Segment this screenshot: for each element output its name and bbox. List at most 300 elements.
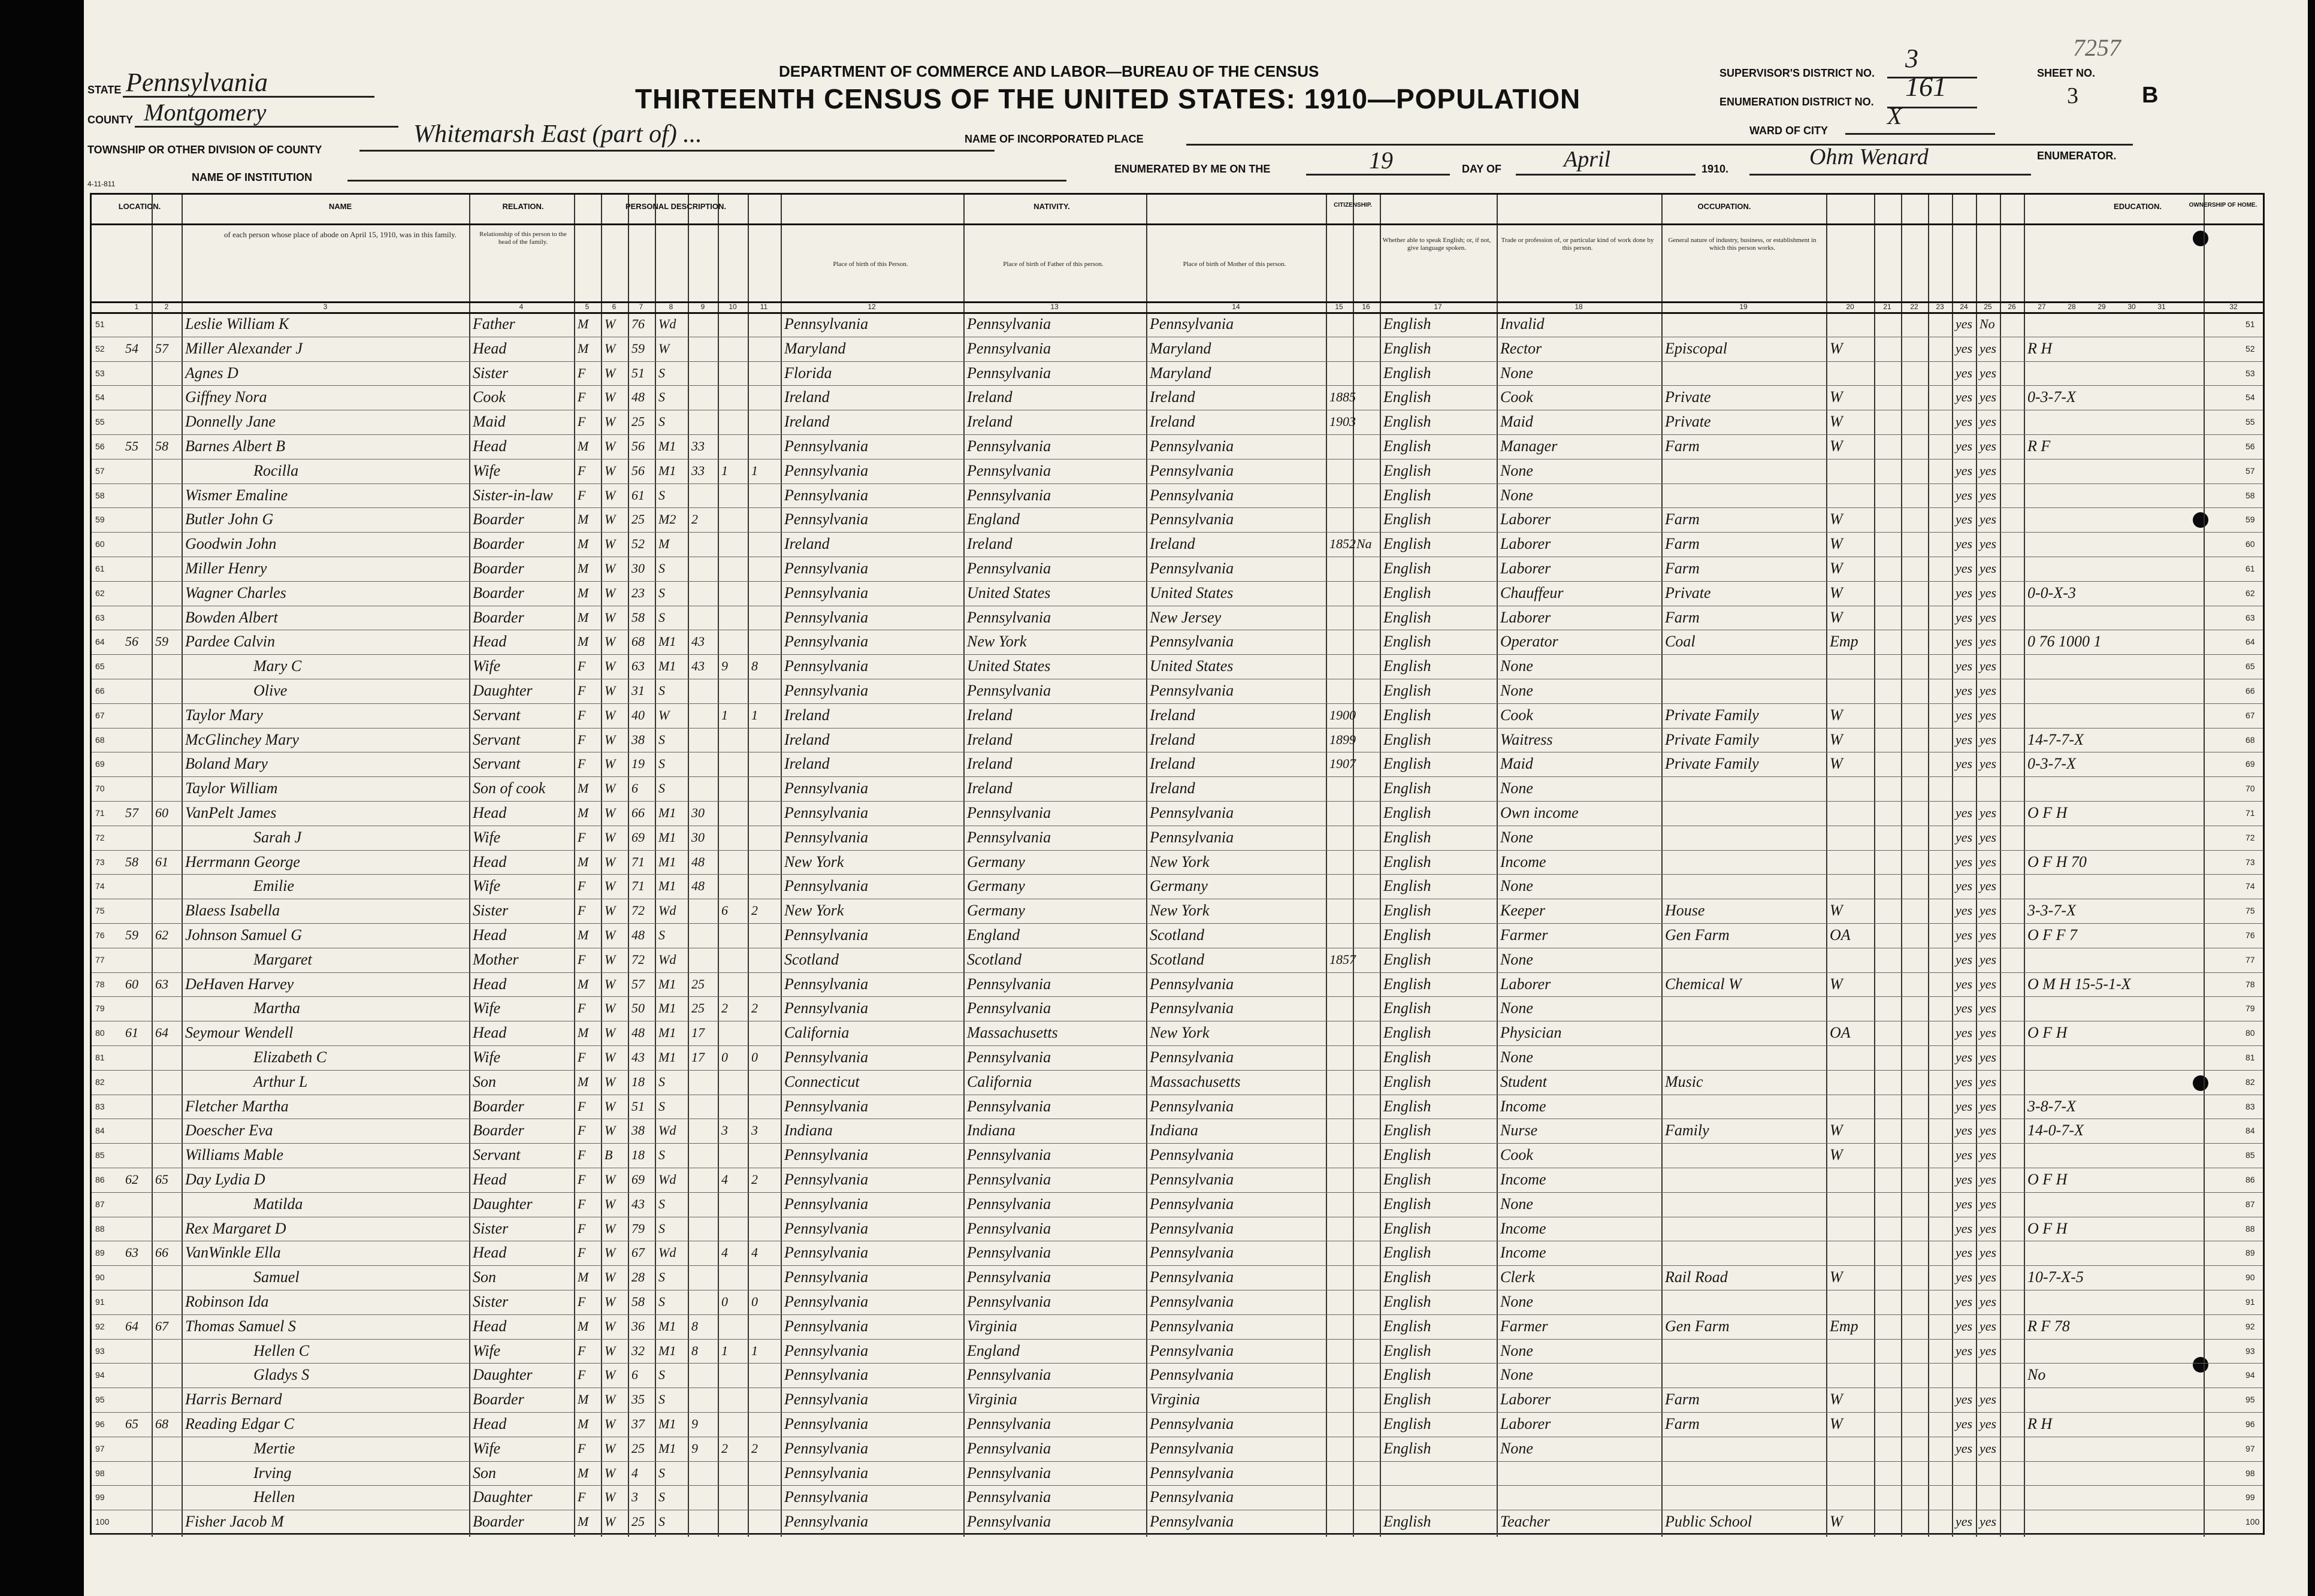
cell-name: Sarah J xyxy=(253,828,302,846)
cell-rel: Wife xyxy=(473,1439,501,1457)
cell-bp: Pennsylvania xyxy=(784,1171,869,1188)
cell-bp: Pennsylvania xyxy=(784,1293,869,1310)
line-number-right: 70 xyxy=(2246,784,2255,794)
cell-write: yes xyxy=(1979,609,1997,625)
column-number: 32 xyxy=(2229,303,2238,311)
cell-dw: 64 xyxy=(125,1318,138,1334)
cell-yrs: 17 xyxy=(691,1025,705,1041)
cell-name: Seymour Wendell xyxy=(185,1024,294,1042)
line-number-right: 55 xyxy=(2246,417,2255,427)
cell-fam: 67 xyxy=(155,1318,168,1334)
cell-sex: F xyxy=(578,756,586,772)
line-number-right: 73 xyxy=(2246,857,2255,867)
cell-age: 6 xyxy=(631,1367,638,1383)
cell-read: yes xyxy=(1956,365,1973,380)
county-label: COUNTY xyxy=(87,114,133,126)
table-row xyxy=(92,337,2263,361)
cell-mar: S xyxy=(658,414,665,430)
cell-yrs: 33 xyxy=(691,463,705,478)
cell-rel: Head xyxy=(473,633,507,651)
cell-name: Thomas Samuel S xyxy=(185,1317,296,1335)
cell-lang: English xyxy=(1383,584,1431,601)
cell-own: O F H xyxy=(2027,1171,2068,1188)
column-number: 4 xyxy=(519,303,524,311)
cell-emp: Emp xyxy=(1830,633,1858,651)
cell-sex: M xyxy=(578,781,589,796)
table-row xyxy=(92,874,2263,899)
line-number-right: 76 xyxy=(2246,930,2255,940)
cell-age: 51 xyxy=(631,365,645,380)
line-number: 96 xyxy=(95,1419,105,1429)
table-row xyxy=(92,1412,2263,1437)
cell-emp: W xyxy=(1830,1415,1843,1432)
cell-rel: Son xyxy=(473,1268,496,1286)
cell-ch: 0 xyxy=(721,1050,728,1065)
cell-lang: English xyxy=(1383,388,1431,406)
cell-name: Elizabeth C xyxy=(253,1048,327,1066)
cell-mar: Wd xyxy=(658,951,676,967)
cell-bf: Germany xyxy=(967,853,1025,870)
cell-ind: Private Family xyxy=(1665,706,1759,724)
cell-own: 3-8-7-X xyxy=(2027,1097,2076,1115)
cell-sex: F xyxy=(578,1196,586,1211)
cell-mar: S xyxy=(658,561,665,576)
cell-race: W xyxy=(605,1343,616,1358)
cell-age: 52 xyxy=(631,536,645,552)
cell-trade: None xyxy=(1500,999,1533,1017)
cell-bm: Ireland xyxy=(1150,388,1195,406)
cell-imm: 1852 xyxy=(1329,536,1356,552)
line-number: 73 xyxy=(95,857,105,867)
cell-dw: 56 xyxy=(125,634,138,649)
cell-lang: English xyxy=(1383,413,1431,431)
cell-imm: 1885 xyxy=(1329,389,1356,405)
cell-bm: Maryland xyxy=(1150,364,1211,382)
cell-mar: Wd xyxy=(658,1172,676,1187)
cell-write: yes xyxy=(1979,976,1997,992)
cell-bm: Ireland xyxy=(1150,779,1195,797)
group-citizenship: CITIZENSHIP. xyxy=(1334,202,1372,208)
cell-bf: England xyxy=(967,510,1020,528)
cell-ch: 3 xyxy=(721,1123,728,1138)
cell-yrs: 25 xyxy=(691,976,705,992)
cell-name: Irving xyxy=(253,1464,292,1482)
state-value: Pennsylvania xyxy=(126,68,268,97)
cell-imm: 1903 xyxy=(1329,414,1356,430)
cell-name: Butler John G xyxy=(185,510,274,528)
line-number-right: 83 xyxy=(2246,1101,2255,1111)
line-number-right: 54 xyxy=(2246,392,2255,403)
cell-name: Rocilla xyxy=(253,461,299,479)
cell-race: W xyxy=(605,1172,616,1187)
cell-write: yes xyxy=(1979,1514,1997,1530)
cell-race: W xyxy=(605,1416,616,1431)
cell-bp: Pennsylvania xyxy=(784,682,869,699)
cell-bp: Pennsylvania xyxy=(784,779,869,797)
cell-mar: M1 xyxy=(658,634,676,649)
cell-bp: Pennsylvania xyxy=(784,560,869,577)
cell-imm: 1900 xyxy=(1329,707,1356,723)
cell-ind: Music xyxy=(1665,1072,1703,1090)
cell-name: Pardee Calvin xyxy=(185,633,275,651)
cell-rel: Head xyxy=(473,1244,507,1262)
cell-rel: Boarder xyxy=(473,1513,524,1531)
cell-sex: M xyxy=(578,634,589,649)
cell-own: O F H 70 xyxy=(2027,853,2087,870)
table-row xyxy=(92,483,2263,508)
cell-sex: F xyxy=(578,1220,586,1236)
subhead-relation: Relationship of this person to the head of the family. xyxy=(479,231,567,246)
cell-age: 3 xyxy=(631,1489,638,1505)
cell-bf: Pennsylvania xyxy=(967,461,1051,479)
cell-write: yes xyxy=(1979,683,1997,698)
cell-own: 10-7-X-5 xyxy=(2027,1268,2084,1286)
cell-lang: English xyxy=(1383,804,1431,821)
cell-lang: English xyxy=(1383,902,1431,920)
cell-trade: Laborer xyxy=(1500,560,1551,577)
cell-mar: M1 xyxy=(658,1318,676,1334)
cell-mar: Wd xyxy=(658,903,676,918)
cell-bf: Ireland xyxy=(967,388,1013,406)
cell-name: Reading Edgar C xyxy=(185,1415,294,1432)
cell-sex: M xyxy=(578,1318,589,1334)
table-row xyxy=(92,1485,2263,1510)
cell-trade: Physician xyxy=(1500,1024,1562,1042)
cell-bm: Pennsylvania xyxy=(1150,828,1234,846)
cell-fam: 59 xyxy=(155,634,168,649)
cell-cl: 0 xyxy=(751,1294,758,1309)
cell-bp: Pennsylvania xyxy=(784,437,869,455)
cell-race: W xyxy=(605,365,616,380)
cell-race: W xyxy=(605,1025,616,1041)
column-number: 9 xyxy=(700,303,705,311)
cell-mar: S xyxy=(658,1294,665,1309)
table-row xyxy=(92,1095,2263,1119)
cell-rel: Head xyxy=(473,804,507,821)
cell-own: 0-0-X-3 xyxy=(2027,584,2076,601)
cell-write: yes xyxy=(1979,927,1997,942)
line-number: 80 xyxy=(95,1028,105,1038)
cell-write: yes xyxy=(1979,1392,1997,1407)
cell-bp: Pennsylvania xyxy=(784,1439,869,1457)
cell-race: W xyxy=(605,439,616,454)
group-name: NAME xyxy=(328,202,352,211)
table-row xyxy=(92,826,2263,850)
cell-emp: W xyxy=(1830,902,1843,920)
cell-sex: F xyxy=(578,365,586,380)
cell-sex: F xyxy=(578,1343,586,1358)
cell-lang: English xyxy=(1383,1171,1431,1188)
cell-dw: 63 xyxy=(125,1245,138,1261)
cell-ch: 0 xyxy=(721,1294,728,1309)
cell-own: O M H 15-5-1-X xyxy=(2027,975,2131,993)
cell-name: Miller Alexander J xyxy=(185,339,303,357)
cell-read: yes xyxy=(1956,1000,1973,1016)
line-number-right: 99 xyxy=(2246,1492,2255,1503)
cell-emp: W xyxy=(1830,608,1843,626)
cell-age: 18 xyxy=(631,1147,645,1163)
cell-lang: English xyxy=(1383,1415,1431,1432)
cell-lang: English xyxy=(1383,1244,1431,1262)
line-number-right: 79 xyxy=(2246,1003,2255,1014)
cell-race: W xyxy=(605,1367,616,1383)
column-number: 6 xyxy=(612,303,616,311)
subhead-name: of each person whose place of abode on April 15, 1910, was in this family. xyxy=(224,230,457,239)
cell-mar: W xyxy=(658,707,670,723)
cell-bf: California xyxy=(967,1072,1032,1090)
cell-write: yes xyxy=(1979,585,1997,600)
cell-age: 4 xyxy=(631,1465,638,1480)
cell-age: 35 xyxy=(631,1392,645,1407)
column-number: 21 xyxy=(1883,303,1891,311)
cell-sex: M xyxy=(578,585,589,600)
cell-name: Taylor Mary xyxy=(185,706,263,724)
cell-fam: 58 xyxy=(155,439,168,454)
cell-name: Olive xyxy=(253,682,288,699)
cell-mar: M1 xyxy=(658,805,676,820)
cell-read: yes xyxy=(1956,976,1973,992)
cell-mar: M1 xyxy=(658,976,676,992)
cell-bf: Pennsylvania xyxy=(967,1488,1051,1506)
line-number-right: 51 xyxy=(2246,319,2255,329)
cell-trade: None xyxy=(1500,1293,1533,1310)
cell-race: W xyxy=(605,1050,616,1065)
cell-write: yes xyxy=(1979,1025,1997,1041)
column-number: 19 xyxy=(1739,303,1748,311)
table-row xyxy=(92,1045,2263,1070)
cell-lang: English xyxy=(1383,657,1431,675)
cell-trade: Income xyxy=(1500,1171,1546,1188)
sheet-label: SHEET NO. xyxy=(2037,67,2096,79)
column-number: 7 xyxy=(639,303,643,311)
cell-emp: W xyxy=(1830,584,1843,601)
cell-trade: Laborer xyxy=(1500,608,1551,626)
cell-emp: W xyxy=(1830,1391,1843,1408)
cell-trade: Laborer xyxy=(1500,510,1551,528)
cell-name: Donnelly Jane xyxy=(185,413,276,431)
cell-yrs: 8 xyxy=(691,1343,698,1358)
cell-rel: Head xyxy=(473,1415,507,1432)
cell-trade: Manager xyxy=(1500,437,1558,455)
sheet-side: B xyxy=(2142,83,2159,108)
cell-bf: Ireland xyxy=(967,535,1013,553)
cell-lang: English xyxy=(1383,730,1431,748)
cell-rel: Wife xyxy=(473,1048,501,1066)
column-number: 25 xyxy=(1984,303,1992,311)
cell-bp: Pennsylvania xyxy=(784,608,869,626)
cell-rel: Father xyxy=(473,315,515,332)
cell-race: W xyxy=(605,781,616,796)
cell-read: yes xyxy=(1956,1025,1973,1041)
cell-lang: English xyxy=(1383,706,1431,724)
cell-yrs: 25 xyxy=(691,1000,705,1016)
line-number-right: 88 xyxy=(2246,1223,2255,1234)
cell-bp: Pennsylvania xyxy=(784,804,869,821)
cell-bm: New York xyxy=(1150,1024,1210,1042)
cell-bm: Pennsylvania xyxy=(1150,804,1234,821)
line-number-right: 74 xyxy=(2246,881,2255,891)
cell-rel: Sister-in-law xyxy=(473,486,553,504)
table-row xyxy=(92,801,2263,826)
column-number: 14 xyxy=(1232,303,1240,311)
table-row xyxy=(92,1217,2263,1241)
cell-emp: W xyxy=(1830,560,1843,577)
line-number-right: 68 xyxy=(2246,734,2255,745)
line-number: 69 xyxy=(95,759,105,769)
cell-trade: Rector xyxy=(1500,339,1542,357)
cell-bp: California xyxy=(784,1024,850,1042)
cell-read: yes xyxy=(1956,903,1973,918)
cell-bp: Pennsylvania xyxy=(784,1195,869,1213)
cell-bp: Pennsylvania xyxy=(784,315,869,332)
cell-rel: Maid xyxy=(473,413,506,431)
cell-yrs: 30 xyxy=(691,805,705,820)
state-label: STATE xyxy=(87,84,122,96)
line-number: 71 xyxy=(95,808,105,818)
cell-age: 32 xyxy=(631,1343,645,1358)
cell-rel: Sister xyxy=(473,902,509,920)
cell-mar: M1 xyxy=(658,1416,676,1431)
cell-sex: F xyxy=(578,1440,586,1456)
cell-rel: Daughter xyxy=(473,682,533,699)
cell-name: Harris Bernard xyxy=(185,1391,282,1408)
cell-bm: Scotland xyxy=(1150,926,1204,944)
cell-rel: Head xyxy=(473,1171,507,1188)
cell-own: 0-3-7-X xyxy=(2027,755,2076,773)
cell-mar: M1 xyxy=(658,658,676,674)
cell-read: yes xyxy=(1956,536,1973,552)
cell-emp: W xyxy=(1830,706,1843,724)
cell-age: 67 xyxy=(631,1245,645,1261)
cell-sex: M xyxy=(578,1465,589,1480)
cell-lang: English xyxy=(1383,535,1431,553)
cell-age: 25 xyxy=(631,414,645,430)
table-row xyxy=(92,630,2263,654)
line-number-right: 87 xyxy=(2246,1199,2255,1209)
subhead-birth-father: Place of birth of Father of this person. xyxy=(1003,261,1104,268)
cell-write: yes xyxy=(1979,1220,1997,1236)
cell-cl: 2 xyxy=(751,1172,758,1187)
cell-bf: Pennsylvania xyxy=(967,682,1051,699)
cell-race: W xyxy=(605,1000,616,1016)
cell-race: W xyxy=(605,878,616,894)
cell-age: 57 xyxy=(631,976,645,992)
cell-bm: Pennsylvania xyxy=(1150,1171,1234,1188)
column-number: 18 xyxy=(1574,303,1583,311)
cell-yrs: 43 xyxy=(691,634,705,649)
cell-ind: Family xyxy=(1665,1122,1709,1139)
cell-lang: English xyxy=(1383,755,1431,773)
table-row xyxy=(92,532,2263,557)
cell-bp: Pennsylvania xyxy=(784,975,869,993)
table-row xyxy=(92,1461,2263,1486)
cell-bp: Pennsylvania xyxy=(784,657,869,675)
cell-mar: S xyxy=(658,365,665,380)
cell-lang: English xyxy=(1383,339,1431,357)
enumeration-label: ENUMERATION DISTRICT NO. xyxy=(1719,96,1874,108)
day-of-label: DAY OF xyxy=(1462,163,1502,175)
table-row xyxy=(92,1070,2263,1095)
table-row xyxy=(92,1265,2263,1290)
cell-bf: Pennsylvania xyxy=(967,1366,1051,1384)
cell-sex: M xyxy=(578,1025,589,1041)
cell-bf: Ireland xyxy=(967,706,1013,724)
cell-read: yes xyxy=(1956,1416,1973,1431)
cell-ind: Farm xyxy=(1665,608,1700,626)
cell-name: Day Lydia D xyxy=(185,1171,265,1188)
cell-ch: 1 xyxy=(721,463,728,478)
cell-name: Agnes D xyxy=(185,364,238,382)
cell-bp: New York xyxy=(784,902,844,920)
cell-age: 48 xyxy=(631,927,645,942)
cell-age: 23 xyxy=(631,585,645,600)
cell-emp: W xyxy=(1830,437,1843,455)
line-number-right: 56 xyxy=(2246,442,2255,451)
line-number: 67 xyxy=(95,710,105,720)
table-row xyxy=(92,923,2263,948)
cell-ch: 1 xyxy=(721,1343,728,1358)
cell-ch: 9 xyxy=(721,658,728,674)
cell-cl: 4 xyxy=(751,1245,758,1261)
cell-lang: English xyxy=(1383,1391,1431,1408)
line-number-right: 91 xyxy=(2246,1297,2255,1307)
cell-trade: Cook xyxy=(1500,388,1533,406)
cell-read: yes xyxy=(1956,756,1973,772)
line-number-right: 85 xyxy=(2246,1150,2255,1160)
cell-rel: Head xyxy=(473,853,507,870)
cell-mar: S xyxy=(658,1392,665,1407)
cell-bm: Pennsylvania xyxy=(1150,1244,1234,1262)
group-relation: RELATION. xyxy=(502,202,544,211)
cell-bp: Indiana xyxy=(784,1122,833,1139)
year-label: 1910. xyxy=(1702,163,1729,175)
cell-read: yes xyxy=(1956,414,1973,430)
cell-mar: S xyxy=(658,389,665,405)
cell-read: yes xyxy=(1956,1245,1973,1261)
line-number-right: 86 xyxy=(2246,1175,2255,1184)
cell-name: Hellen C xyxy=(253,1341,310,1359)
cell-read: yes xyxy=(1956,1294,1973,1309)
table-row xyxy=(92,1241,2263,1265)
line-number: 93 xyxy=(95,1346,105,1356)
cell-rel: Servant xyxy=(473,755,521,773)
cell-bf: Pennsylvania xyxy=(967,1439,1051,1457)
cell-trade: Invalid xyxy=(1500,315,1545,332)
cell-write: yes xyxy=(1979,365,1997,380)
cell-rel: Daughter xyxy=(473,1195,533,1213)
cell-trade: Chauffeur xyxy=(1500,584,1564,601)
cell-name: Wagner Charles xyxy=(185,584,286,601)
cell-name: Fletcher Martha xyxy=(185,1097,289,1115)
cell-write: yes xyxy=(1979,463,1997,478)
cell-trade: None xyxy=(1500,1048,1533,1066)
cell-bf: Pennsylvania xyxy=(967,364,1051,382)
cell-lang: English xyxy=(1383,1097,1431,1115)
cell-name: Arthur L xyxy=(253,1072,308,1090)
column-number: 20 xyxy=(1846,303,1854,311)
cell-yrs: 17 xyxy=(691,1050,705,1065)
cell-name: DeHaven Harvey xyxy=(185,975,294,993)
cell-trade: None xyxy=(1500,486,1533,504)
cell-age: 36 xyxy=(631,1318,645,1334)
cell-emp: OA xyxy=(1830,926,1851,944)
cell-read: yes xyxy=(1956,732,1973,747)
cell-trade: Keeper xyxy=(1500,902,1546,920)
column-number: 16 xyxy=(1362,303,1370,311)
line-number-right: 90 xyxy=(2246,1272,2255,1283)
line-number: 59 xyxy=(95,515,105,525)
line-number: 72 xyxy=(95,832,105,842)
